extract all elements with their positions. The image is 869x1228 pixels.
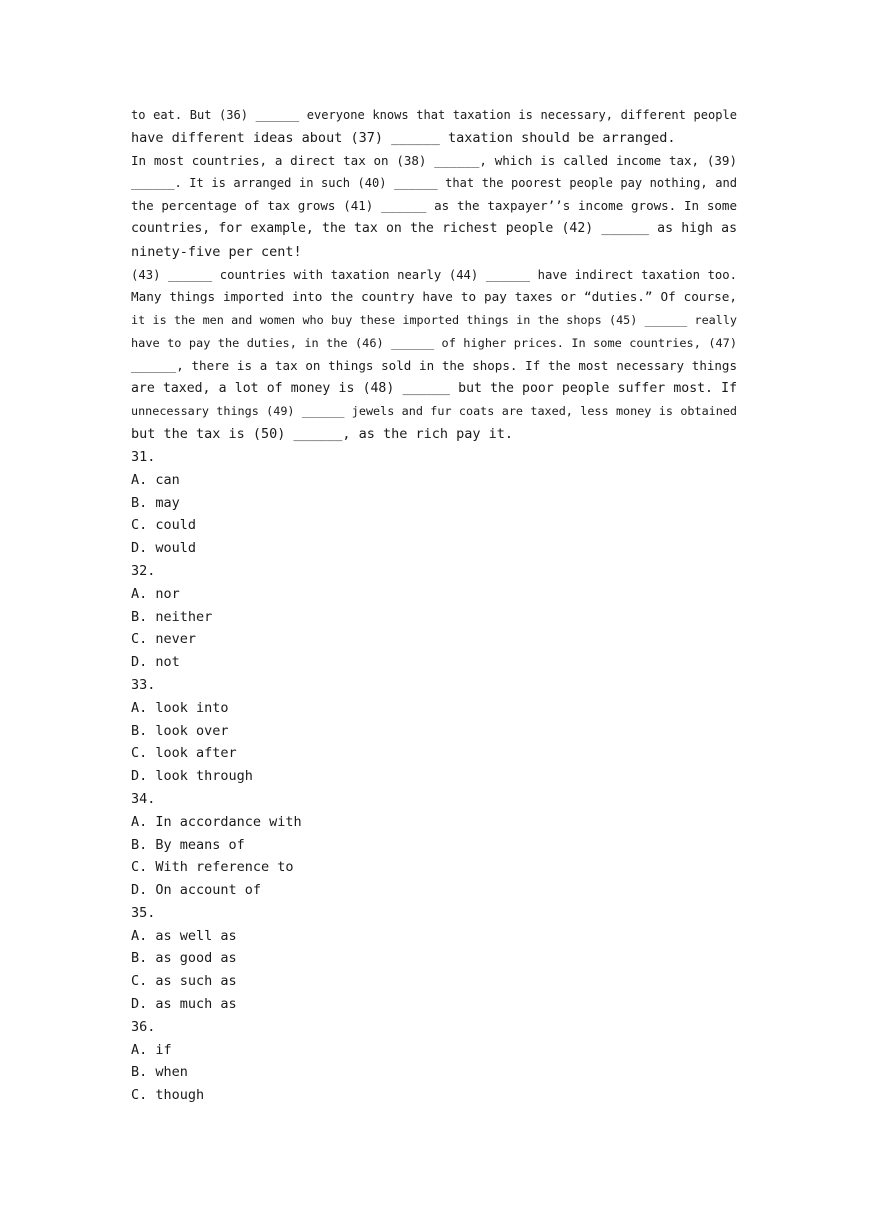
document-page <box>131 104 737 1107</box>
passage-line: ______. It is arranged in such (40) ______ that the poorest people pay nothing, and <box>131 176 737 191</box>
question-34 <box>131 788 737 902</box>
passage-line: are taxed, a lot of money is (48) ______ but the poor people suffer most. If <box>131 380 737 396</box>
passage-line: but the tax is (50) ______, as the rich pay it. <box>131 426 514 443</box>
passage-line: countries, for example, the tax on the richest people (42) ______ as high as <box>131 220 737 236</box>
option-b: B. as good as <box>131 950 237 967</box>
passage-line: to eat. But (36) ______ everyone knows that taxation is necessary, different people <box>131 108 737 122</box>
option-c: C. never <box>131 631 197 648</box>
option-b: B. when <box>131 1064 188 1081</box>
question-number: 31. <box>131 448 156 465</box>
option-d: D. as much as <box>131 996 237 1013</box>
option-a: A. look into <box>131 699 229 716</box>
passage <box>131 104 737 446</box>
option-a: A. can <box>131 471 180 488</box>
passage-line: ninety-five per cent! <box>131 243 302 260</box>
option-b: B. neither <box>131 608 213 625</box>
passage-line: unnecessary things (49) ______ jewels and fur coats are taxed, less money is obtained <box>131 404 737 419</box>
passage-line: the percentage of tax grows (41) ______ as the taxpayer’’s income grows. In some <box>131 198 737 214</box>
option-a: A. In accordance with <box>131 813 302 830</box>
passage-line: In most countries, a direct tax on (38) ______, which is called income tax, (39) <box>131 152 737 168</box>
question-number: 33. <box>131 676 156 693</box>
option-c: C. as such as <box>131 973 237 990</box>
option-d: D. not <box>131 654 180 671</box>
passage-paragraph <box>131 264 737 446</box>
option-c: C. could <box>131 517 197 534</box>
option-b: B. look over <box>131 722 229 739</box>
question-number: 35. <box>131 904 156 921</box>
option-a: A. if <box>131 1041 172 1058</box>
option-d: D. look through <box>131 768 253 785</box>
question-list <box>131 446 737 1107</box>
option-d: D. would <box>131 540 197 557</box>
question-36 <box>131 1016 737 1107</box>
passage-paragraph <box>131 104 737 150</box>
option-c: C. look after <box>131 745 237 762</box>
passage-line: have to pay the duties, in the (46) ______ of higher prices. In some countries, (47) <box>131 335 737 350</box>
passage-paragraph <box>131 150 737 264</box>
question-35 <box>131 902 737 1016</box>
passage-line: (43) ______ countries with taxation nearly (44) ______ have indirect taxation too. <box>131 267 737 282</box>
question-number: 36. <box>131 1018 156 1035</box>
question-number: 34. <box>131 790 156 807</box>
option-c: C. With reference to <box>131 859 294 876</box>
question-number: 32. <box>131 562 156 579</box>
question-31 <box>131 446 737 560</box>
option-a: A. as well as <box>131 927 237 944</box>
option-d: D. On account of <box>131 882 262 899</box>
passage-line: have different ideas about (37) ______ taxation should be arranged. <box>131 129 676 146</box>
option-a: A. nor <box>131 585 180 602</box>
passage-line: it is the men and women who buy these imported things in the shops (45) ______ really <box>131 313 737 328</box>
option-c: C. though <box>131 1087 205 1104</box>
passage-line: ______, there is a tax on things sold in the shops. If the most necessary things <box>131 357 737 373</box>
question-33 <box>131 674 737 788</box>
question-32 <box>131 560 737 674</box>
option-b: B. may <box>131 494 180 511</box>
option-b: B. By means of <box>131 836 245 853</box>
passage-line: Many things imported into the country have to pay taxes or “duties.” Of course, <box>131 289 737 305</box>
